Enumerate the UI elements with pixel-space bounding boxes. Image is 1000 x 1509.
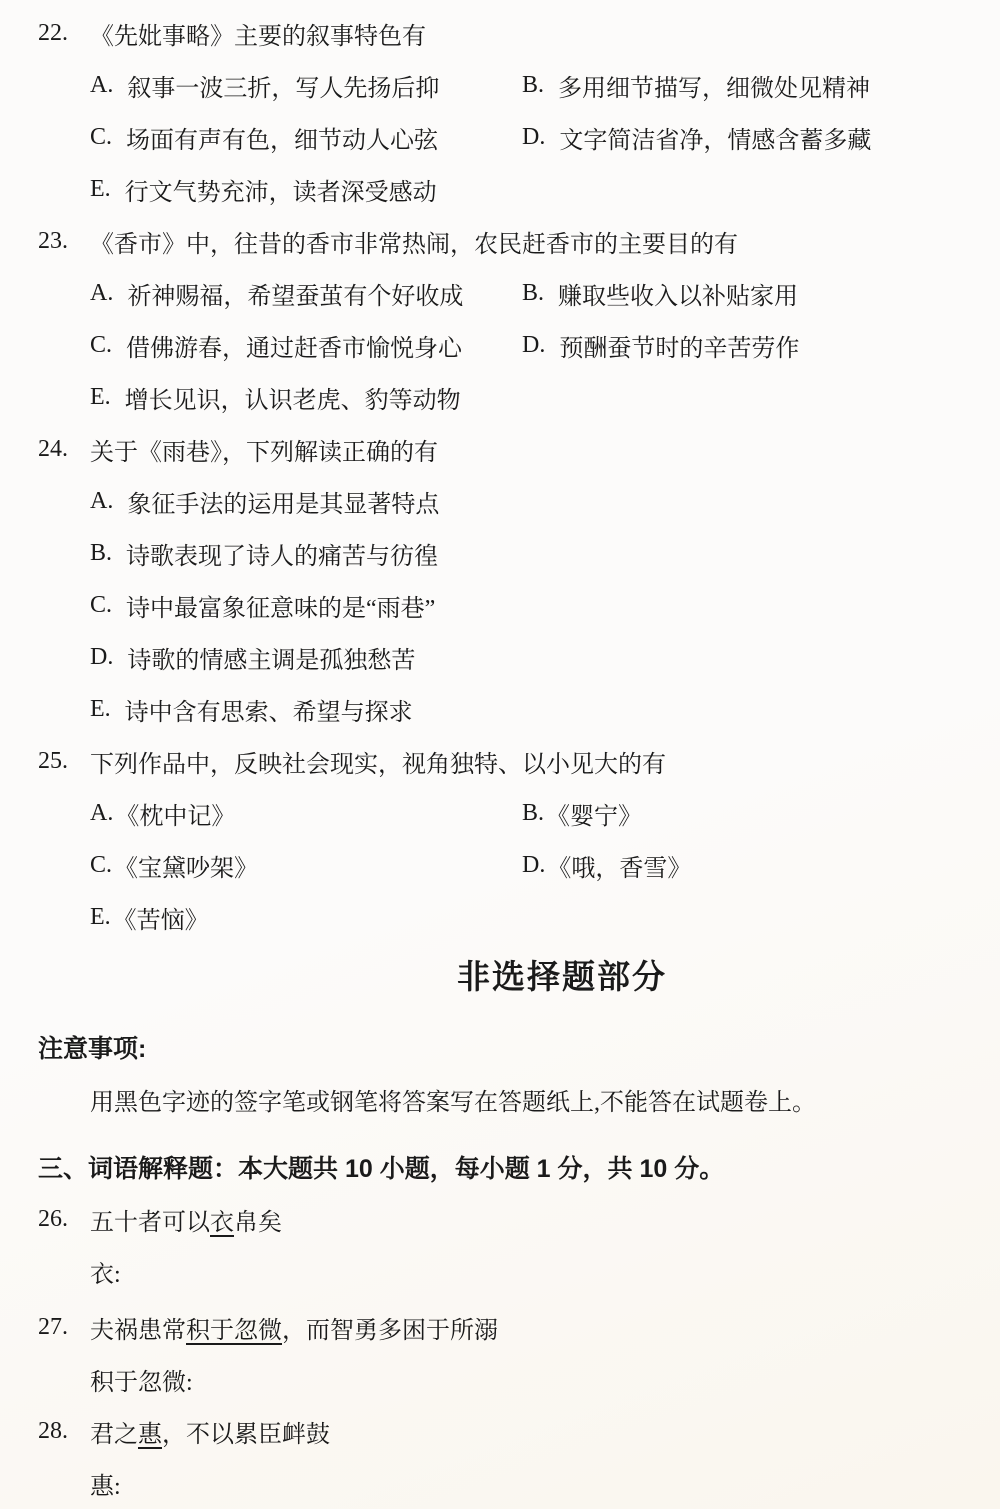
question-23-stem-row [38,215,990,267]
option-label: B. [522,279,545,306]
option-label: C. [90,591,113,618]
stem-post: ，而智勇多困于所溺 [282,1317,498,1344]
stem-underlined: 惠 [138,1421,162,1448]
option-item [90,111,522,163]
option-label: B. [522,799,545,826]
options-grid [90,59,990,215]
option-label: C. [90,123,113,150]
option-item [522,111,990,163]
option-text: 增长见识，认识老虎、豹等动物 [124,387,461,414]
option-text: 祈神赐福，希望蚕茧有个好收成 [127,283,464,310]
option-item [522,787,990,839]
option-text: 诗歌表现了诗人的痛苦与彷徨 [126,543,439,570]
term-prompt: 积于忽微: [90,1369,193,1396]
option-item [522,267,990,319]
option-text: 叙事一波三折，写人先扬后抑 [127,75,440,102]
options-grid [90,267,990,423]
stem-post: 帛矣 [234,1209,282,1236]
option-label: D. [522,123,546,150]
option-item [522,319,990,371]
question-stem: 《先妣事略》主要的叙事特色有 [90,23,426,50]
option-item [90,891,522,943]
question-number: 27. [38,1313,68,1340]
option-item [90,371,522,423]
option-label: A. [90,279,114,306]
option-label: A. [90,71,114,98]
stem-post: ，不以累臣衅鼓 [162,1421,330,1448]
question-25 [38,735,990,943]
option-label: C. [90,331,113,358]
question-28-stem-row [38,1405,990,1457]
option-item [90,163,522,215]
question-27-stem-row [38,1301,990,1353]
options-list [90,475,990,735]
question-number: 22. [38,19,68,46]
option-label: E. [90,695,111,722]
option-text: 《哦，香雪》 [547,855,692,882]
stem-pre: 夫祸患常 [90,1317,186,1344]
question-27 [38,1301,990,1405]
question-23 [38,215,990,423]
section-three-heading: 三、词语解释题：本大题共 10 小题，每小题 1 分，共 10 分。 [38,1155,725,1183]
stem-underlined: 积于忽微 [186,1317,282,1344]
question-number: 23. [38,227,68,254]
option-label: E. [90,903,111,930]
stem-pre: 五十者可以 [90,1209,210,1236]
option-label: B. [90,539,113,566]
option-text: 场面有声有色，细节动人心弦 [126,127,439,154]
question-24-stem-row [38,423,990,475]
option-text: 赚取些收入以补贴家用 [558,283,799,310]
option-label: E. [90,175,111,202]
stem-underlined: 衣 [210,1209,234,1236]
question-number: 25. [38,747,68,774]
option-item [522,59,990,111]
option-item [90,319,522,371]
question-26 [38,1193,990,1297]
option-label: A. [90,487,114,514]
option-text: 《苦恼》 [112,907,209,934]
options-grid [90,787,990,943]
option-label: E. [90,383,111,410]
question-stem: 下列作品中，反映社会现实，视角独特、以小见大的有 [90,751,666,778]
notice-heading: 注意事项: [38,1035,147,1063]
option-text: 《枕中记》 [115,803,236,830]
option-label: B. [522,71,545,98]
option-label: A. [90,799,114,826]
option-item [90,475,990,527]
option-text: 文字简洁省净，情感含蓄多藏 [559,127,872,154]
option-text: 行文气势充沛，读者深受感动 [124,179,437,206]
option-text: 预酬蚕节时的辛苦劳作 [559,335,800,362]
question-number: 24. [38,435,68,462]
option-text: 诗中含有思索、希望与探求 [124,699,413,726]
question-25-stem-row [38,735,990,787]
option-label: D. [522,851,546,878]
term-prompt: 衣: [90,1261,121,1288]
option-item [90,267,522,319]
notice-body: 用黑色字迹的签字笔或钢笔将答案写在答题纸上,不能答在试题卷上。 [90,1089,816,1116]
option-item [90,59,522,111]
question-28 [38,1405,990,1509]
option-item [90,839,522,891]
option-text: 多用细节描写，细微处见精神 [558,75,871,102]
option-text: 《宝黛吵架》 [114,855,259,882]
option-item [90,683,990,735]
option-label: C. [90,851,113,878]
question-stem: 关于《雨巷》，下列解读正确的有 [90,439,438,466]
question-number: 28. [38,1417,68,1444]
question-22 [38,7,990,215]
option-item [90,527,990,579]
question-stem: 《香市》中，往昔的香市非常热闹，农民赶香市的主要目的有 [90,231,738,258]
option-item [90,787,522,839]
stem-pre: 君之 [90,1421,138,1448]
option-text: 诗歌的情感主调是孤独愁苦 [127,647,416,674]
option-item [522,839,990,891]
option-text: 借佛游春，通过赶香市愉悦身心 [126,335,463,362]
option-item [90,579,990,631]
option-text: 诗中最富象征意味的是“雨巷” [126,595,436,622]
term-prompt: 惠: [90,1473,121,1500]
question-26-stem-row [38,1193,990,1245]
option-label: D. [522,331,546,358]
option-item [90,631,990,683]
section-header: 非选择题部分 [457,958,667,995]
option-text: 象征手法的运用是其显著特点 [127,491,440,518]
option-label: D. [90,643,114,670]
option-text: 《婴宁》 [546,803,643,830]
question-24 [38,423,990,735]
question-number: 26. [38,1205,68,1232]
question-22-stem-row [38,7,990,59]
